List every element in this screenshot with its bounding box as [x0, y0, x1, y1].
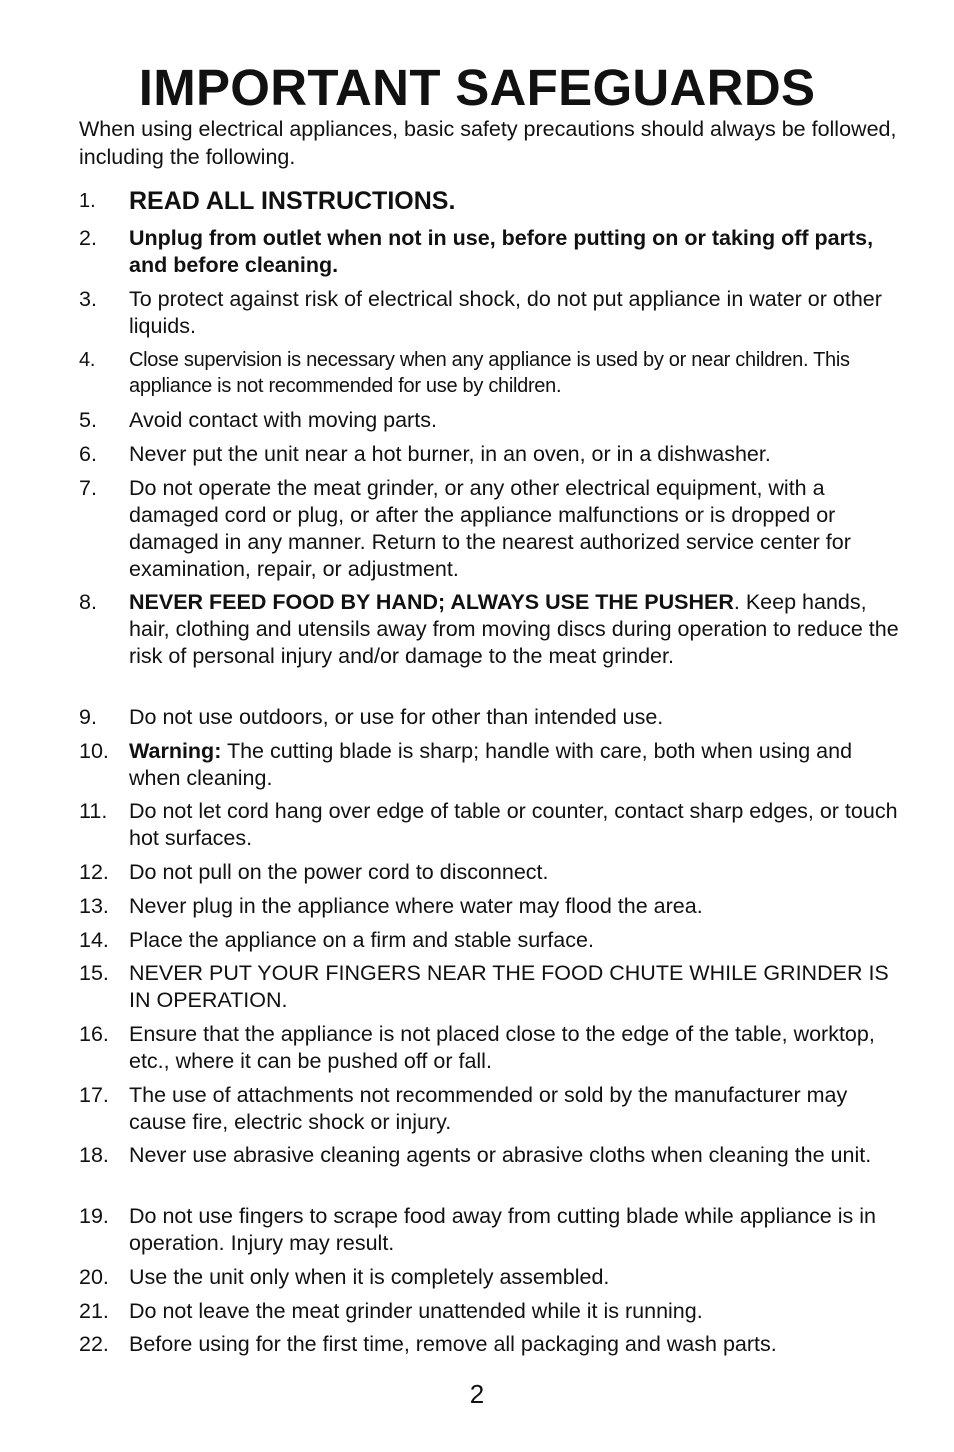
item-number: 18.	[79, 1143, 109, 1167]
item-number: 11.	[79, 799, 108, 823]
item-text: Never use abrasive cleaning agents or abrasive cloths when cleaning the unit.	[129, 1143, 872, 1167]
item-number: 20.	[79, 1265, 109, 1289]
item-text: Never put the unit near a hot burner, in an oven, or in a dishwasher.	[129, 442, 771, 466]
item-text: Do not leave the meat grinder unattended while it is running.	[129, 1299, 703, 1323]
item-number: 2.	[79, 226, 97, 250]
item-text: Before using for the first time, remove all packaging and wash parts.	[129, 1332, 777, 1356]
item-number: 4.	[79, 349, 96, 371]
page-number: 2	[469, 1379, 485, 1409]
item-text: To protect against risk of electrical shock, do not put appliance in water or other liquids.	[129, 287, 882, 338]
item-text: Do not use outdoors, or use for other than intended use.	[129, 705, 664, 729]
item-number: 7.	[79, 476, 97, 500]
item-number: 12.	[79, 860, 109, 884]
item-text: Do not use fingers to scrape food away from cutting blade while appliance is in operation. Injury may result.	[129, 1204, 876, 1255]
item-text: NEVER FEED FOOD BY HAND; ALWAYS USE THE PUSHER. Keep hands, hair, clothing and utensils away from moving discs during operation to reduce the risk of personal injury and/or damage to the meat grinder.	[129, 590, 899, 668]
item-text: Never plug in the appliance where water may flood the area.	[129, 894, 703, 918]
item-number: 8.	[79, 590, 97, 614]
item-number: 13.	[79, 894, 109, 918]
item-text: Warning: The cutting blade is sharp; handle with care, both when using and when cleaning.	[129, 739, 853, 790]
item-text: Place the appliance on a firm and stable surface.	[129, 928, 594, 952]
item-number: 15.	[79, 961, 109, 985]
item-text: Do not pull on the power cord to disconnect.	[129, 860, 549, 884]
item-number: 5.	[79, 408, 97, 432]
item-number: 6.	[79, 442, 97, 466]
intro-paragraph: When using electrical appliances, basic safety precautions should always be followed, including the following.	[79, 117, 897, 169]
item-number: 14.	[79, 928, 109, 952]
page-title: IMPORTANT SAFEGUARDS	[138, 59, 816, 116]
item-number: 10.	[79, 739, 109, 763]
item-text: NEVER PUT YOUR FINGERS NEAR THE FOOD CHUTE WHILE GRINDER IS IN OPERATION.	[129, 961, 889, 1012]
item-text: Use the unit only when it is completely assembled.	[129, 1265, 610, 1289]
item-text: Close supervision is necessary when any appliance is used by or near children. This appliance is not recommended for use by children.	[129, 349, 850, 397]
item-text: The use of attachments not recommended or sold by the manufacturer may cause fire, electric shock or injury.	[129, 1083, 848, 1134]
item-text: Do not let cord hang over edge of table or counter, contact sharp edges, or touch hot surfaces.	[129, 799, 898, 850]
item-text: READ ALL INSTRUCTIONS.	[129, 187, 456, 215]
item-number: 16.	[79, 1022, 109, 1046]
item-text: Unplug from outlet when not in use, before putting on or taking off parts, and before cleaning.	[129, 226, 874, 277]
item-text: Ensure that the appliance is not placed close to the edge of the table, worktop, etc., where it can be pushed off or fall.	[129, 1022, 875, 1073]
item-number: 19.	[79, 1204, 109, 1228]
item-text: Do not operate the meat grinder, or any other electrical equipment, with a damaged cord or plug, or after the appliance malfunctions or is dropped or damaged in any manner. Return to the nearest authorized service center for examination, repair, or adjustment.	[129, 476, 851, 581]
item-text: Avoid contact with moving parts.	[129, 408, 437, 432]
item-number: 9.	[79, 705, 97, 729]
item-number: 3.	[79, 287, 97, 311]
item-number: 22.	[79, 1332, 109, 1356]
item-number: 21.	[79, 1299, 109, 1323]
item-number: 17.	[79, 1083, 109, 1107]
item-number: 1.	[79, 190, 96, 212]
